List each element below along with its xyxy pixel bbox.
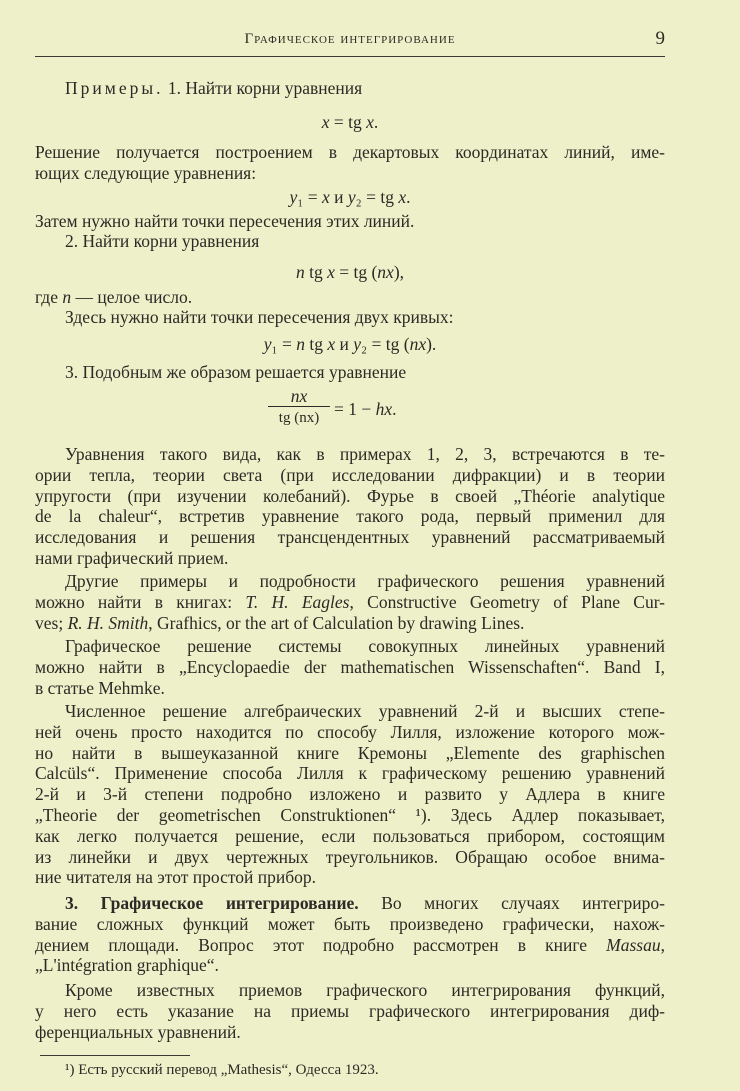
text-segment: Решение получается построением в декартовых координатах линий, име- [35,142,665,162]
text-segment: ₁ = [297,187,322,207]
paragraph [35,211,665,232]
text-segment: = tg [329,112,367,132]
italic-text: n [62,287,72,307]
text-segment: но найти в вышеуказанной книге Кремоны „Elemente des graphischen [35,742,665,763]
text-segment: где [35,287,63,307]
text-segment: tg [304,262,328,282]
fraction-denominator: tg (nx) [278,410,320,426]
paragraph [35,636,665,698]
text-segment: de la chaleur“, встретив уравнение такого рода, первый применил для [35,506,665,527]
italic-text: x [366,112,374,132]
italic-text: x [321,112,330,132]
paragraph [35,142,665,184]
text-line [35,613,665,634]
text-line [35,163,665,184]
equation-fraction [0,386,630,436]
text-segment: 2. Найти корни уравнения [65,231,260,251]
text-segment: Во многих случаях интегриро- [358,893,665,913]
paragraph [35,287,665,308]
paragraph [35,571,665,633]
italic-text: nx [377,262,394,282]
italic-text: n [295,262,305,282]
text-segment: , Constructive Geometry of Plane Cur- [349,591,665,612]
text-line [35,362,665,383]
text-segment: упругости (при изучении колебаний). Фурье в своей „Théorie analytique [35,485,665,506]
text-segment: tg [304,334,328,354]
text-segment: нами графический прием. [35,547,229,568]
text-segment: Примеры. [65,78,164,98]
fraction [268,386,330,429]
fraction-numerator: nx [268,386,330,407]
paragraph [35,893,665,976]
footnote-rule [40,1055,190,1056]
text-line [35,142,665,163]
text-line [35,722,665,743]
text-segment: ние читателя на этот простой прибор. [35,867,316,888]
text-line [35,486,665,507]
rhs-end: . [392,399,397,419]
text-segment: , Grafhics, or the art of Calculation by drawing Lines. [148,612,525,633]
text-line [35,527,665,548]
text-segment: Графическое решение системы совокупных линейных уравнений [65,636,665,656]
italic-text: nx [409,334,427,354]
running-header-title: Графическое интегрирование [244,31,456,47]
page-number: 9 [655,28,665,49]
text-segment: и [335,334,354,354]
text-line [35,657,665,678]
italic-text: T. H. Eagles [245,591,350,612]
text-line [35,743,665,764]
text-segment: в статье Mehmke. [35,677,165,698]
text-line [35,506,665,527]
paragraph [35,980,665,1042]
text-line [35,1022,665,1043]
text-line [35,287,665,308]
equation [35,262,665,283]
paragraph [35,444,665,569]
text-segment: ней очень просто находится по способу Лилля, изложение которого мож- [35,721,665,742]
text-segment: как легко получается решение, если пользоваться прибором, состоящим [35,825,665,846]
paragraph [35,362,665,383]
footnote: ¹) Есть русский перевод „Mathesis“, Одесса 1923. [65,1062,379,1078]
text-segment: Здесь нужно найти точки пересечения двух кривых: [65,307,454,327]
text-line [35,784,665,805]
paragraph [35,78,665,99]
text-line [35,548,665,569]
header-rule [35,56,665,57]
text-line [35,763,665,784]
text-line [35,571,665,592]
text-segment: ₂ = tg [355,187,399,207]
text-segment: , [660,934,665,955]
paragraph [35,701,665,888]
text-segment: „Theorie der geometrischen Construktionen“ ¹). Здесь Адлер показывает, [35,804,665,825]
text-segment: ории тепла, теории света (при исследовании дифракции) и в теории [35,464,665,485]
italic-text: x [398,187,407,207]
text-segment: 2-й и 3-й степени подробно изложено и развито у Адлера в книге [35,784,665,805]
text-segment: вание сложных функций может быть произведено графически, нахож- [35,913,665,934]
text-line [35,805,665,826]
text-segment: из линейки и двух чертежных треугольников. Обращаю особое внима- [35,846,665,867]
text-segment: 3. Графическое интегрирование. [65,893,359,913]
text-line [35,678,665,699]
text-line [35,334,665,355]
italic-text: R. H. Smith [67,612,149,633]
italic-text: y [289,187,298,207]
text-segment: ₁ = [271,334,297,354]
text-segment: „L'intégration graphique“. [35,955,219,976]
running-header [35,28,665,53]
text-segment: ющих следующие уравнения: [35,162,257,183]
text-segment: у него есть указание на приемы графического интегрирования диф- [35,1000,665,1021]
italic-text: n [296,334,305,354]
text-line [35,211,665,232]
text-segment: Кроме известных приемов графического интегрирования функций, [65,980,665,1000]
text-line [35,935,665,956]
text-line [35,893,665,914]
text-line [35,826,665,847]
text-line [35,636,665,657]
text-line [35,444,665,465]
text-line [35,465,665,486]
paragraph [35,231,665,252]
text-segment: можно найти в „Encyclopaedie der mathematischen Wissenschaften“. Band I, [35,656,665,677]
text-line [35,592,665,613]
text-segment: можно найти в книгах: [35,591,246,612]
text-segment: ), [393,262,405,282]
text-segment: ференциальных уравнений. [35,1021,241,1042]
text-segment: ves; [35,612,68,633]
text-segment: Численное решение алгебраических уравнений 2-й и высших степе- [65,701,665,721]
equation [35,334,665,355]
text-segment: 1. Найти корни уравнения [163,78,363,98]
text-segment: 3. Подобным же образом решается уравнение [65,362,407,382]
italic-text: y [353,334,362,354]
text-segment: . [373,112,379,132]
equation [35,112,665,133]
text-segment: Calcüls“. Применение способа Лилля к графическому решению уравнений [35,763,665,784]
text-line [35,78,665,99]
italic-text: x [327,262,335,282]
text-line [35,231,665,252]
text-segment: и [329,187,348,207]
text-segment: Уравнения такого вида, как в примерах 1, 2, 3, встречаются в те- [65,444,665,464]
text-segment: . [406,187,411,207]
text-line [35,955,665,976]
text-segment: дением площади. Вопрос этот подробно рассмотрен в книге [35,934,607,955]
text-line [35,867,665,888]
italic-text: x [327,334,336,354]
text-segment: Затем нужно найти точки пересечения этих линий. [35,211,415,231]
equation [35,187,665,208]
rhs-text: = 1 − [334,399,376,419]
italic-text: Massau [606,934,661,955]
text-line [35,112,665,133]
italic-text: y [263,334,272,354]
text-line [35,262,665,283]
text-line [35,980,665,1001]
text-line [35,847,665,868]
text-segment: ). [426,334,437,354]
rhs-var: hx [375,399,393,419]
italic-text: y [347,187,356,207]
paragraph [35,307,665,328]
text-segment: исследования и решения трансцендентных уравнений рассматриваемый [35,527,665,548]
text-segment: = tg ( [334,262,378,282]
text-segment: Другие примеры и подробности графического решения уравнений [65,571,665,591]
text-line [35,187,665,208]
fraction-rhs [334,399,397,420]
text-segment: ₂ = tg ( [361,334,410,354]
text-line [35,914,665,935]
text-segment: — целое число. [71,287,193,307]
italic-text: x [321,187,330,207]
text-line [35,1001,665,1022]
text-line [35,307,665,328]
text-line [35,701,665,722]
